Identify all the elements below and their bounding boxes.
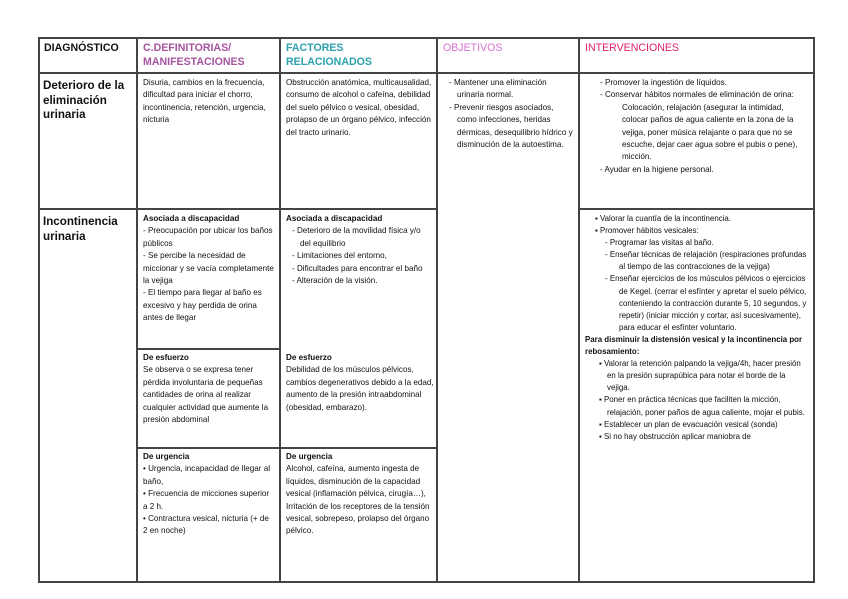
factor-item: - Deterioro de la movilidad física y/o del equilibrio — [292, 226, 421, 248]
intervencion-item: - Ayudar en la higiene personal. — [600, 164, 714, 174]
grid-line-row1-bottom-right — [578, 208, 815, 210]
grid-line-col2 — [279, 37, 281, 583]
esfuerzo-cdefinitorias — [143, 352, 275, 426]
row1-factores: Obstrucción anatómica, multicausalidad, consumo de alcohol o cafeína, debilidad del suelo pélvico o vesical, obesidad, prolapso de un órgano pélvico, infección del tracto urinario. — [286, 78, 432, 137]
esfuerzo-factores — [286, 352, 434, 414]
grid-line-esfuerzo-bottom — [136, 447, 438, 449]
cd-item: • Contractura vesical, nicturia (+ de 2 en noche) — [143, 514, 269, 536]
factor-item: - Dificultades para encontrar el baño — [292, 263, 423, 273]
objetivo-item: - Prevenir riesgos asociados, como infecciones, heridas dérmicas, desequilibrio hídrico y disminución de la autoestima. — [449, 102, 573, 150]
header-cdefinitorias: C.DEFINITORIAS/ MANIFESTACIONES — [143, 42, 245, 68]
discapacidad-cdefinitorias — [143, 213, 275, 325]
intervencion-item: ▪ Poner en práctica técnicas que faciliten la micción, relajación, poner paños de agua caliente, mojar el pubis. — [599, 395, 805, 417]
grid-line-col3 — [436, 37, 438, 583]
intervencion-item: ▪ Valorar la cuantía de la incontinencia. — [595, 214, 731, 223]
intervencion-item: ▪ Valorar la retención palpando la vejiga/4h, hacer presión en la presión suprapúbica para notar el borde de la vejiga. — [599, 359, 801, 393]
factor-text: Alcohol, cafeína, aumento ingesta de líquidos, disminución de la capacidad vesical (inflamación pélvica, cirugía…), Irritación de los receptores de la tensión vesical, sobrepeso, prolapso del órgano pélvico. — [286, 464, 430, 536]
subtipo-titulo: De esfuerzo — [143, 353, 189, 362]
intervencion-item: ▪ Si no hay obstrucción aplicar maniobra de — [599, 431, 751, 441]
intervencion-item: ▪ Establecer un plan de evacuación vesical (sonda) — [599, 419, 778, 429]
subtipo-titulo: De esfuerzo — [286, 353, 332, 362]
urgencia-cdefinitorias — [143, 451, 275, 538]
grid-line-col1 — [136, 37, 138, 583]
subtipo-titulo: De urgencia — [143, 452, 190, 461]
discapacidad-factores — [286, 213, 432, 287]
cd-item: - El tiempo para llegar al baño es excesivo y hay perdida de orina antes de llegar — [143, 288, 262, 323]
intervencion-item: - Programar las visitas al baño. — [605, 238, 714, 248]
grid-line-top — [38, 37, 815, 39]
grid-line-row1-bottom-left — [38, 208, 438, 210]
diagnostico-deterioro: Deterioro de la eliminación urinaria — [43, 79, 125, 121]
grid-line-bottom — [38, 581, 815, 583]
cd-text: Se observa o se expresa tener pérdida involuntaria de pequeñas cantidades de orina al realizar cualquier actividad que aumente la presión abdominal — [143, 365, 269, 425]
intervencion-item: - Enseñar técnicas de relajación (respiraciones profundas al tiempo de las contracciones de la vejiga) — [605, 250, 807, 272]
grid-line-header-bottom — [38, 72, 815, 74]
factor-text: Debilidad de los músculos pélvicos, cambios degenerativos debido a la edad, aumento de la presión intraabdominal (obesidad, embarazo). — [286, 365, 434, 412]
subtipo-titulo: Asociada a discapacidad — [286, 214, 383, 223]
cd-item: - Preocupación por ubicar los baños públicos — [143, 226, 273, 248]
factor-item: - Alteración de la visión. — [292, 276, 378, 286]
cd-item: • Urgencia, incapacidad de llegar al baño, — [143, 464, 271, 486]
row1-cdefinitorias: Disuria, cambios en la frecuencia, dificultad para iniciar el chorro, incontinencia, retención, urgencia, nicturia — [143, 78, 266, 125]
incontinencia-intervenciones — [585, 213, 810, 443]
header-objetivos: OBJETIVOS — [443, 42, 503, 54]
subtipo-titulo: Asociada a discapacidad — [143, 214, 240, 223]
grid-line-right — [813, 37, 815, 583]
row1-objetivos — [443, 77, 575, 151]
header-intervenciones: INTERVENCIONES — [585, 42, 679, 54]
row1-intervenciones — [590, 77, 808, 176]
urgencia-factores — [286, 451, 434, 538]
grid-line-left — [38, 37, 40, 583]
subtipo-titulo: De urgencia — [286, 452, 333, 461]
grid-line-col4 — [578, 37, 580, 583]
intervencion-item: - Conservar hábitos normales de eliminación de orina: Colocación, relajación (asegurar la intimidad, colocar paños de agua caliente en la zona de la vejiga, poner música relajante o para que no se escuche, dejar caer agua sobre el pubis o pene), micción. — [600, 90, 798, 162]
diagnostico-incontinencia: Incontinencia urinaria — [43, 215, 118, 243]
intervencion-item: - Promover la ingestión de líquidos. — [600, 78, 727, 87]
intervencion-item: ▪ Promover hábitos vesicales: — [595, 226, 699, 236]
header-factores: FACTORES RELACIONADOS — [286, 42, 372, 68]
objetivo-item: - Mantener una eliminación urinaria normal. — [449, 78, 547, 100]
grid-line-discapacidad-bottom — [136, 348, 281, 350]
header-diagnostico: DIAGNÓSTICO — [44, 42, 119, 54]
rebosamiento-titulo: Para disminuir la distensión vesical y la incontinencia por rebosamiento: — [585, 334, 803, 357]
factor-item: - Limitaciones del entorno, — [292, 251, 387, 261]
cd-item: - Se percibe la necesidad de miccionar y se vacía completamente la vejiga — [143, 251, 274, 286]
cd-item: • Frecuencia de micciones superior a 2 h. — [143, 489, 270, 511]
intervencion-item: - Enseñar ejercicios de los músculos pélvicos o ejercicios de Kegel. (cerrar el esfínter y apretar el suelo pélvico, conteniendo la contracción durante 5, 10 segundos, y repetir) (iniciar micción y cortar, así sucesivamente), para educar el esfínter voluntario. — [605, 274, 807, 332]
